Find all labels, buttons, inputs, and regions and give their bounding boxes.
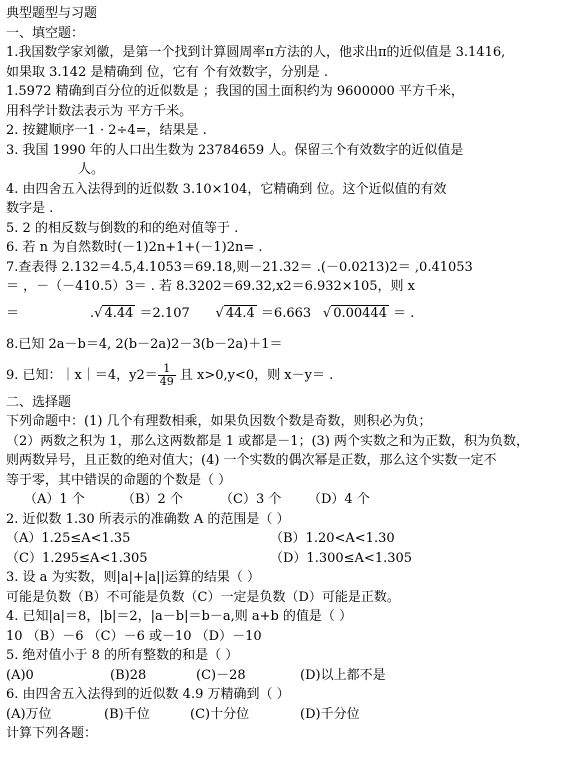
q1b-line1: 1.5972 精确到百分位的近似数是 ；我国的国土面积约为 9600000 平方千米， xyxy=(6,84,464,99)
mc3-options: 可能是负数（B）不可能是负数（C）一定是负数（D）可能是正数。 xyxy=(6,589,400,605)
mc4-options: 10 （B）－6 （C）－6 或－10 （D）－10 xyxy=(6,628,262,644)
mc6-stem: 6. 由四舍五入法得到的近似数 4.9 万精确到（ ） xyxy=(6,687,290,702)
q7-line2: ＝ ，－（－410.5）3＝ . 若 8.3202＝69.32,x2＝6.932×105，则 x xyxy=(6,279,415,294)
mc2-option-b: （B）1.20<A<1.30 xyxy=(270,531,395,546)
q1b-line2: 用科学计数法表示为 平方千米。 xyxy=(6,103,193,119)
q1-line1: 1.我国数学家刘徽，是第一个找到计算圆周率π方法的人，他求出π的近似值是 3.1416, xyxy=(6,45,506,60)
page-title: 典型题型与习题 xyxy=(6,6,98,21)
mc5-option-a: (A)0 xyxy=(6,667,34,683)
mc1-option-d: （D）4 个 xyxy=(308,492,370,507)
mc1-option-a: （A）1 个 xyxy=(24,492,85,507)
sqrt-radicand-1: 4.44 xyxy=(104,305,134,321)
mc3-stem: 3. 设 a 为实数，则|a|+|a||运算的结果（ ） xyxy=(6,570,260,585)
mc2-stem: 2. 近似数 1.30 所表示的准确数 A 的范围是（ ） xyxy=(6,511,290,527)
mc1-options xyxy=(6,490,558,510)
q9-line xyxy=(6,359,558,393)
mc5-options xyxy=(6,666,558,686)
sqrt-sign-1: √ xyxy=(94,305,103,321)
mc1-option-b: （B）2 个 xyxy=(122,492,183,507)
mc6-option-a: (A)万位 xyxy=(6,706,52,722)
mc5-option-c: (C)－28 xyxy=(196,667,246,683)
q7-dot: . xyxy=(90,305,95,321)
mc2-options-row1 xyxy=(6,529,558,549)
mc1-stem-line1: 下列命题中：(1) 几个有理数相乘，如果负因数个数是奇数，则积必为负； xyxy=(6,414,432,429)
sqrt-radicand-3: 0.00444 xyxy=(333,305,387,321)
sqrt-sign-3: √ xyxy=(322,305,332,321)
mc5-option-b: (B)28 xyxy=(110,667,147,683)
q1-line2: 如果取 3.142 是精确到 位，它有 个有效数字，分别是 . xyxy=(6,64,329,80)
section-fill-heading: 一、填空题： xyxy=(6,25,85,41)
q4-line1: 4. 由四舍五入法得到的近似数 3.10×104，它精确到 位。这个近似值的有效 xyxy=(6,181,447,197)
q9-fraction xyxy=(158,363,176,388)
sqrt-sign-2: √ xyxy=(215,305,224,321)
mc6-options xyxy=(6,705,558,725)
mc1-stem-line2: （2）两数之积为 1，那么这两数都是 1 或都是－1；(3) 两个实数之和为正数，积为负数， xyxy=(6,433,530,449)
q7-equals: ＝ xyxy=(6,305,20,321)
sqrt-radicand-2: 44.4 xyxy=(225,305,255,321)
q8-line: 8.已知 2a－b＝4, 2(b－2a)2－3(b－2a)＋1＝ xyxy=(6,336,283,352)
mc2-options-row2 xyxy=(6,549,558,569)
q9-tail: 且 x>0,y<0，则 x－y＝ . xyxy=(179,367,334,383)
mc2-option-c: （C）1.295≤A<1.305 xyxy=(6,550,148,566)
mc2-option-a: （A）1.25≤A<1.35 xyxy=(6,531,131,546)
mc5-stem: 5. 绝对值小于 8 的所有整数的和是（ ） xyxy=(6,648,239,663)
q7-line1: 7.查表得 2.132＝4.5,4.1053＝69.18,则－21.32＝ .(－0.0213)2＝ ,0.41053 xyxy=(6,259,473,275)
mc2-option-d: （D）1.300≤A<1.305 xyxy=(270,550,413,566)
q9-fraction-denominator: 49 xyxy=(159,374,174,388)
sqrt-value-3: ＝ . xyxy=(393,305,415,321)
q6-line: 6. 若 n 为自然数时(－1)2n+1+(－1)2n= . xyxy=(6,240,263,255)
mc1-option-c: （C）3 个 xyxy=(220,492,282,507)
q9-fraction-numerator: 1 xyxy=(158,363,176,376)
mc6-option-b: (B)千位 xyxy=(104,706,150,722)
section-calc-heading: 计算下列各题： xyxy=(6,726,98,741)
mc1-stem-line4: 等于零，其中错误的命题的个数是（ ） xyxy=(6,472,232,488)
mc6-option-d: (D)千分位 xyxy=(300,706,360,722)
sqrt-value-2: ＝6.663 xyxy=(260,305,312,321)
section-choice-heading: 二、选择题 xyxy=(6,394,72,410)
mc1-stem-line3: 则两数异号，且正数的绝对值大；(4) 一个实数的偶次幂是正数，那么这个实数一定不 xyxy=(6,453,497,468)
mc5-option-d: (D)以上都不是 xyxy=(300,667,386,683)
mc6-option-c: (C)十分位 xyxy=(190,706,250,722)
mc4-stem: 4. 已知|a|＝8，|b|＝2，|a－b|＝b－a,则 a+b 的值是（ ） xyxy=(6,609,353,624)
sqrt-value-1: ＝2.107 xyxy=(139,305,190,321)
worksheet xyxy=(6,4,558,744)
q7-line3 xyxy=(6,297,558,331)
q3-line2: 人。 xyxy=(78,162,105,177)
q3-line1: 3. 我国 1990 年的人口出生数为 23784659 人。保留三个有效数字的近似值是 xyxy=(6,142,464,158)
q4-line2: 数字是 . xyxy=(6,201,54,216)
q9-lead: 9. 已知：｜x｜＝4，y2＝ xyxy=(6,367,158,383)
q2-line: 2. 按鍵顺序一1 · 2÷4=，结果是 . xyxy=(6,123,207,138)
q5-line: 5. 2 的相反数与倒数的和的绝对值等于 . xyxy=(6,220,239,236)
